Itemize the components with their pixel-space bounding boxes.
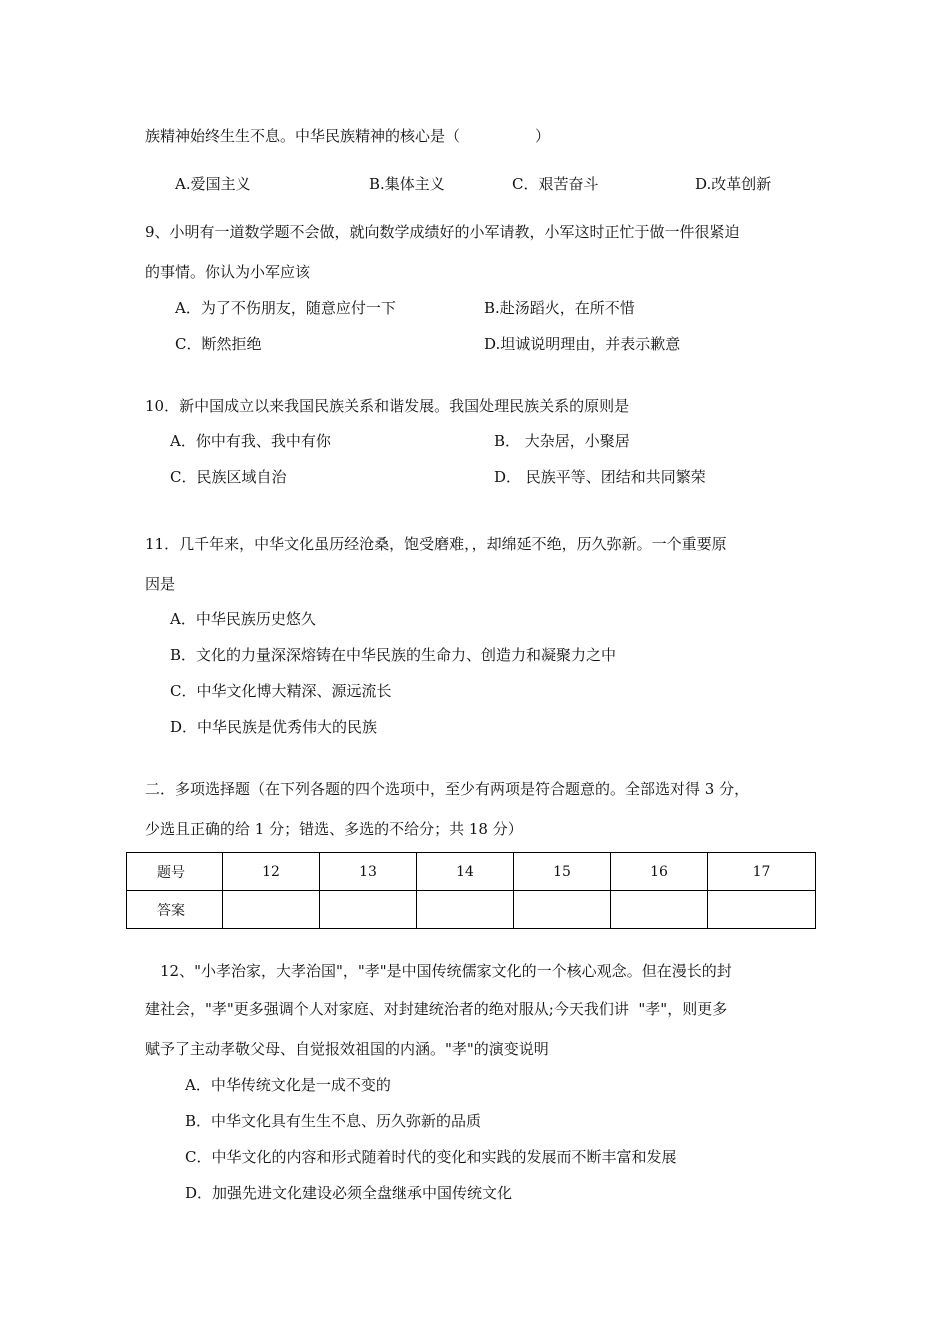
q8-stem-line: 族精神始终生生不息。中华民族精神的核心是（ ） — [145, 127, 551, 145]
q12-option-d: D．加强先进文化建设必须全盘继承中国传统文化 — [185, 1184, 513, 1202]
q11-option-d: D．中华民族是优秀伟大的民族 — [170, 718, 378, 736]
q12-option-c: C．中华文化的内容和形式随着时代的变化和实践的发展而不断丰富和发展 — [185, 1148, 677, 1166]
q10-option-c: C．民族区域自治 — [170, 468, 287, 486]
table-question-number: 12 — [223, 853, 320, 891]
q10-stem-line: 10．新中国成立以来我国民族关系和谐发展。我国处理民族关系的原则是 — [145, 397, 630, 415]
q8-option-a: A.爱国主义 — [175, 175, 251, 193]
table-answer-label: 答案 — [127, 891, 223, 929]
q10-option-a: A．你中有我、我中有你 — [170, 432, 331, 450]
q12-option-a: A．中华传统文化是一成不变的 — [185, 1076, 391, 1094]
q8-option-b: B.集体主义 — [369, 175, 445, 193]
q9-option-c: C．断然拒绝 — [175, 335, 262, 353]
answer-cell[interactable] — [320, 891, 417, 929]
table-question-number: 17 — [708, 853, 816, 891]
table-header-label: 题号 — [127, 853, 223, 891]
q10-option-d: D． 民族平等、团结和共同繁荣 — [494, 468, 706, 486]
q9-stem-line-2: 的事情。你认为小军应该 — [145, 263, 311, 281]
q11-stem-line-1: 11．几千年来，中华文化虽历经沧桑，饱受磨难，，却绵延不绝，历久弥新。一个重要原 — [145, 535, 727, 553]
answer-cell[interactable] — [708, 891, 816, 929]
q8-option-c: C．艰苦奋斗 — [512, 175, 599, 193]
q9-option-b: B.赴汤蹈火，在所不惜 — [484, 299, 635, 317]
answer-table — [126, 852, 816, 929]
answer-cell[interactable] — [611, 891, 708, 929]
q9-option-a: A．为了不伤朋友，随意应付一下 — [175, 299, 396, 317]
section2-heading-line-1: 二．多项选择题（在下列各题的四个选项中，至少有两项是符合题意的。全部选对得 3 分， — [145, 780, 750, 798]
q11-stem-line-2: 因是 — [145, 575, 176, 593]
q9-stem-line-1: 9、小明有一道数学题不会做，就向数学成绩好的小军请教，小军这时正忙于做一件很紧迫 — [145, 223, 740, 241]
table-question-number: 13 — [320, 853, 417, 891]
q12-option-b: B．中华文化具有生生不息、历久弥新的品质 — [185, 1112, 482, 1130]
q11-option-c: C．中华文化博大精深、源远流长 — [170, 682, 392, 700]
table-question-number: 16 — [611, 853, 708, 891]
answer-table-answer-row — [127, 891, 816, 929]
q12-stem-line-3: 赋予了主动孝敬父母、自觉报效祖国的内涵。"孝"的演变说明 — [145, 1040, 549, 1058]
table-question-number: 15 — [514, 853, 611, 891]
q10-option-b: B． 大杂居，小聚居 — [494, 432, 630, 450]
section2-heading-line-2: 少选且正确的给 1 分；错选、多选的不给分；共 18 分） — [145, 820, 523, 838]
table-question-number: 14 — [417, 853, 514, 891]
q9-option-d: D.坦诚说明理由，并表示歉意 — [484, 335, 681, 353]
q12-stem-line-2: 建社会，"孝"更多强调个人对家庭、对封建统治者的绝对服从;今天我们讲 "孝"，则更多 — [145, 1000, 728, 1018]
q12-stem-line-1: 12、"小孝治家，大孝治国"，"孝"是中国传统儒家文化的一个核心观念。但在漫长的封 — [160, 962, 732, 980]
answer-table-header-row — [127, 853, 816, 891]
answer-cell[interactable] — [223, 891, 320, 929]
q11-option-b: B．文化的力量深深熔铸在中华民族的生命力、创造力和凝聚力之中 — [170, 646, 617, 664]
q11-option-a: A．中华民族历史悠久 — [170, 610, 316, 628]
q8-option-d: D.改革创新 — [695, 175, 772, 193]
answer-cell[interactable] — [417, 891, 514, 929]
answer-cell[interactable] — [514, 891, 611, 929]
